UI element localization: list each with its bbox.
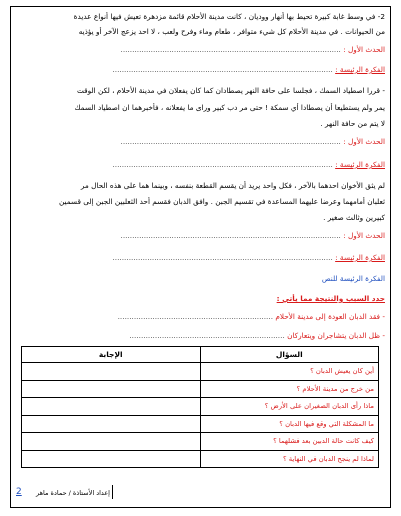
page-footer <box>16 487 386 501</box>
questions-table <box>21 346 379 468</box>
cause-effect-item-1: - فقد الدبان العودة إلى مدينة الأحلام <box>275 312 385 321</box>
text-idea-label: الفكرة الرئيسة للنص <box>321 274 385 283</box>
story-line-7: ثعلبان أمامهما وعرضا عليهما المساعدة في تقسيم الجبن . وافق الدبان فقسم أحد الثعلبين الجبن إلى قسمين <box>58 197 385 206</box>
table-row <box>22 415 379 433</box>
cause-effect-dots-2: ................................................................... <box>129 331 285 340</box>
story-line-1: 2- في وسط غابة كبيرة تحيط بها أنهار ووديان ، كانت مدينة الأحلام قائمة مزدهرة تعيش فيها أنواع عديدة <box>73 12 385 21</box>
cause-effect-row-2 <box>16 331 385 341</box>
table-row <box>22 363 379 381</box>
event-1-label: الحدث الأول : <box>343 45 385 54</box>
event-1-row <box>16 45 385 55</box>
question-cell: أين كان يعيش الدبان ؟ <box>200 363 379 381</box>
author-credit: إعداد الأستاذة / حمادة ماهر <box>36 489 110 497</box>
story-line-4: يمر ولم يستطيعا أن يصطادا أي سمكة ! حتى مر دب كبير وراى ما يفعلانه ، فأخبرهما ان اصطياد السمك <box>74 103 385 112</box>
idea-2-label: الفكرة الرئيسة : <box>335 160 385 169</box>
question-cell: من خرج من مدينة الأحلام ؟ <box>200 380 379 398</box>
event-2-dots: ............................................................................................... <box>120 137 341 146</box>
event-3-label: الحدث الأول : <box>343 231 385 240</box>
story-line-3: - قررا اصطياد السمك ، فجلسا على حافة النهر يصطادان كما كان يفعلان في مدينة الأحلام ، لكن الوقت <box>77 86 385 95</box>
answer-cell[interactable] <box>22 415 201 433</box>
cause-effect-row-1 <box>16 312 385 322</box>
event-2-row <box>16 137 385 147</box>
text-idea-row <box>16 274 385 284</box>
story-line-5: لا يتم من حافة النهر . <box>320 119 385 128</box>
question-cell: ما المشكلة التي وقع فيها الدبان ؟ <box>200 415 379 433</box>
story-line-6: لم يثق الأخوان احدهما بالآخر ، فكل واحد يريد أن يقسم القطعة بنفسه ، وبينما هما على هذه الحال مر <box>80 181 385 190</box>
question-cell: لماذا لم ينجح الدبان في النهاية ؟ <box>200 450 379 468</box>
question-cell: ماذا رأى الدبان الصغيران على الأرض ؟ <box>200 398 379 416</box>
idea-1-row <box>16 65 385 75</box>
table-header-row <box>22 347 379 363</box>
idea-1-label: الفكرة الرئيسة : <box>335 65 385 74</box>
table-row <box>22 450 379 468</box>
question-column-header: السؤال <box>200 347 379 363</box>
idea-2-dots: ............................................................................................... <box>112 160 333 169</box>
answer-cell[interactable] <box>22 380 201 398</box>
cause-effect-item-2: - ظل الدبان يتشاجران ويتعاركان <box>287 331 385 340</box>
event-2-label: الحدث الأول : <box>343 137 385 146</box>
story-line-2: من الحيوانات . في مدينة الأحلام كل شيء متوافر ، طعام وماء وفرح ولعب ، لا احد يزعج الآخر أو يؤذيه <box>78 27 385 36</box>
footer-divider <box>112 485 113 499</box>
page-number: 2 <box>16 487 22 497</box>
answer-column-header: الإجابة <box>22 347 201 363</box>
table-row <box>22 433 379 451</box>
idea-3-label: الفكرة الرئيسة : <box>335 253 385 262</box>
idea-3-dots: ............................................................................................... <box>112 253 333 262</box>
story-line-8: كبيرين وثالث صغير . <box>323 213 385 222</box>
answer-cell[interactable] <box>22 433 201 451</box>
idea-1-dots: ............................................................................................... <box>112 65 333 74</box>
idea-2-row <box>16 160 385 170</box>
cause-effect-heading: حدد السبب والنتيجة مما يأتي : <box>276 294 385 303</box>
answer-cell[interactable] <box>22 450 201 468</box>
event-1-dots: ............................................................................................... <box>120 45 341 54</box>
cause-effect-heading-row <box>16 294 385 304</box>
cause-effect-dots-1: ................................................................... <box>117 312 274 321</box>
table-row <box>22 380 379 398</box>
idea-3-row <box>16 253 385 263</box>
question-cell: كيف كانت حالة الدبين بعد فشلهما ؟ <box>200 433 379 451</box>
table-row <box>22 398 379 416</box>
event-3-dots: ............................................................................................... <box>120 231 341 240</box>
event-3-row <box>16 231 385 241</box>
answer-cell[interactable] <box>22 398 201 416</box>
answer-cell[interactable] <box>22 363 201 381</box>
